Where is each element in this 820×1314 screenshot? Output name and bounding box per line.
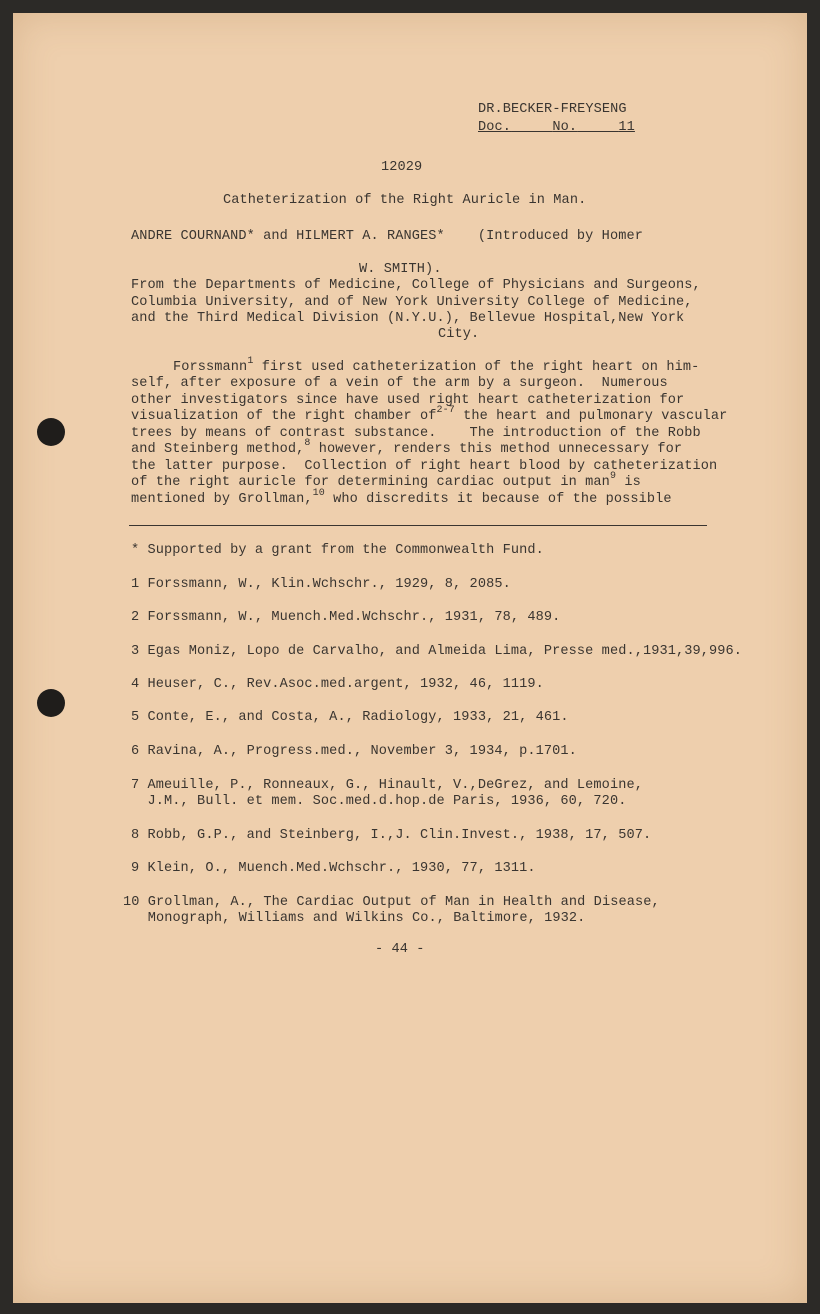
header-author: DR.BECKER-FREYSENG	[478, 102, 627, 117]
body-text: is	[616, 475, 641, 490]
reference-item: J.M., Bull. et mem. Soc.med.d.hop.de Paris, 1936, 60, 720.	[131, 794, 627, 809]
body-line: trees by means of contrast substance. The introduction of the Robb	[131, 426, 701, 441]
body-text: Forssmann	[173, 360, 248, 375]
body-text: of the right auricle for determining cardiac output in man	[131, 475, 610, 490]
body-line	[131, 488, 672, 508]
footnote-star: * Supported by a grant from the Commonwealth Fund.	[131, 543, 544, 558]
body-line	[173, 356, 700, 376]
reference-item: 10 Grollman, A., The Cardiac Output of Man in Health and Disease,	[123, 895, 660, 910]
reference-item: 1 Forssmann, W., Klin.Wchschr., 1929, 8, 2085.	[131, 577, 511, 592]
reference-item: 6 Ravina, A., Progress.med., November 3, 1934, p.1701.	[131, 744, 577, 759]
authors-line-1: ANDRE COURNAND* and HILMERT A. RANGES* (Introduced by Homer	[131, 229, 643, 244]
body-line: other investigators since have used right heart catheterization for	[131, 393, 685, 408]
affiliation-line: From the Departments of Medicine, College of Physicians and Surgeons,	[131, 278, 701, 293]
body-text: who discredits it because of the possible	[324, 492, 672, 507]
body-line	[131, 438, 683, 458]
reference-item: 8 Robb, G.P., and Steinberg, I.,J. Clin.Invest., 1938, 17, 507.	[131, 828, 652, 843]
reference-item: 3 Egas Moniz, Lopo de Carvalho, and Almeida Lima, Presse med.,1931,39,996.	[131, 644, 743, 659]
body-text: first used catheterization of the right heart on him-	[253, 360, 700, 375]
body-text: mentioned by Grollman,	[131, 492, 313, 507]
reference-item: 5 Conte, E., and Costa, A., Radiology, 1933, 21, 461.	[131, 710, 569, 725]
reference-item: 4 Heuser, C., Rev.Asoc.med.argent, 1932, 46, 1119.	[131, 677, 544, 692]
punch-hole	[37, 418, 65, 446]
reference-item: 2 Forssmann, W., Muench.Med.Wchschr., 1931, 78, 489.	[131, 610, 561, 625]
reference-item: 9 Klein, O., Muench.Med.Wchschr., 1930, 77, 1311.	[131, 861, 536, 876]
body-text: visualization of the right chamber of	[131, 409, 437, 424]
reference-item: 7 Ameuille, P., Ronneaux, G., Hinault, V.,DeGrez, and Lemoine,	[131, 778, 643, 793]
header-doc-line	[478, 120, 635, 136]
body-line: the latter purpose. Collection of right heart blood by catheterization	[131, 459, 718, 474]
no-label: No.	[552, 120, 578, 135]
reference-mark: 8	[304, 438, 311, 449]
body-text: the heart and pulmonary vascular	[454, 409, 728, 424]
doc-label: Doc.	[478, 120, 512, 135]
doc-number: 11	[618, 120, 635, 135]
body-line	[131, 405, 728, 425]
body-text: however, renders this method unnecessary for	[310, 442, 683, 457]
reference-item: Monograph, Williams and Wilkins Co., Baltimore, 1932.	[123, 911, 586, 926]
document-id: 12029	[381, 160, 423, 175]
authors-line-2: W. SMITH).	[359, 262, 442, 277]
affiliation-line: Columbia University, and of New York University College of Medicine,	[131, 295, 693, 310]
body-line: self, after exposure of a vein of the arm by a surgeon. Numerous	[131, 376, 668, 391]
footnote-divider	[129, 525, 707, 526]
punch-hole	[37, 689, 65, 717]
affiliation-line: City.	[438, 327, 480, 342]
page-number: - 44 -	[375, 942, 425, 957]
reference-mark: 10	[312, 488, 325, 499]
body-line	[131, 471, 641, 491]
reference-mark: 2-7	[436, 405, 455, 416]
affiliation-line: and the Third Medical Division (N.Y.U.), Bellevue Hospital,New York	[131, 311, 685, 326]
article-title: Catheterization of the Right Auricle in Man.	[223, 193, 587, 208]
reference-mark: 1	[247, 356, 254, 367]
document-page	[13, 13, 807, 1303]
body-text: and Steinberg method,	[131, 442, 305, 457]
reference-mark: 9	[609, 471, 617, 482]
